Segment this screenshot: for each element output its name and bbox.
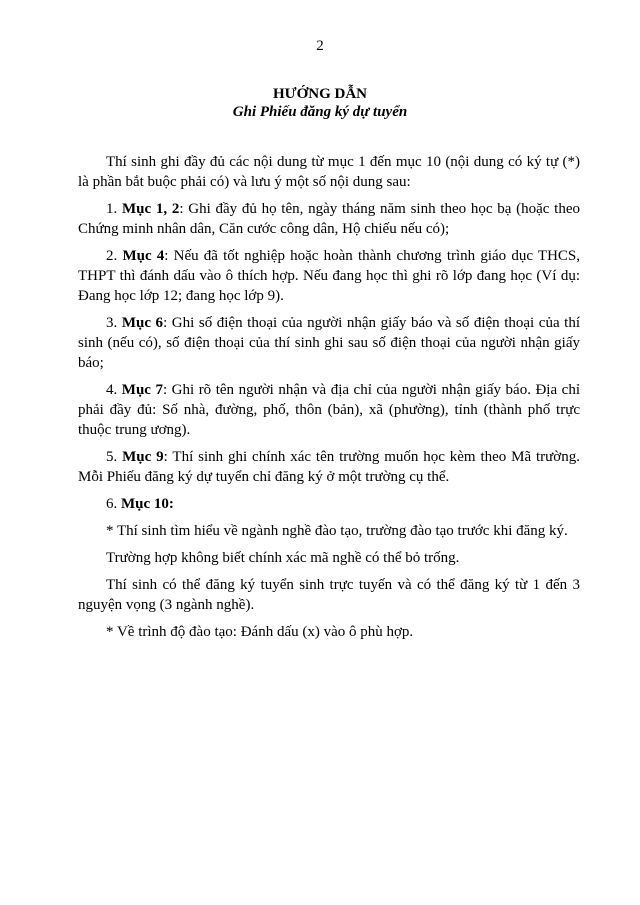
note-paragraph: * Về trình độ đào tạo: Đánh dấu (x) vào ô phù hợp.	[106, 624, 414, 640]
item-number: 2.	[106, 248, 123, 264]
instruction-item-4	[78, 380, 580, 440]
item-label: Mục 6	[121, 315, 164, 331]
instruction-item-6	[78, 494, 580, 514]
instruction-item-1	[78, 199, 580, 239]
note-paragraph: Thí sinh có thể đăng ký tuyển sinh trực tuyến và có thể đăng ký từ 1 đến 3 nguyện vọng (3 ngành nghề).	[78, 577, 580, 613]
instruction-item-3	[78, 313, 580, 373]
instruction-item-2	[78, 246, 580, 306]
item-text: : Ghi số điện thoại của người nhận giấy báo và số điện thoại của thí sinh (nếu có), số điện thoại của thí sinh ghi sau số điện thoại của người nhận giấy báo;	[78, 315, 580, 371]
item-label: Mục 4	[122, 248, 165, 264]
document-body	[78, 152, 580, 649]
item-label: Mục 7	[121, 382, 163, 398]
item-text: : Ghi rõ tên người nhận và địa chỉ của người nhận giấy báo. Địa chỉ phải đầy đủ: Số nhà, đường, phố, thôn (bản), xã (phường), tỉnh (thành phố trực thuộc trung ương).	[78, 382, 580, 438]
item-number: 6.	[106, 496, 121, 512]
item-label: Mục 1, 2	[121, 201, 180, 217]
item-number: 3.	[106, 315, 122, 331]
note-paragraph: * Thí sinh tìm hiểu về ngành nghề đào tạo, trường đào tạo trước khi đăng ký.	[106, 523, 568, 539]
item-text: : Thí sinh ghi chính xác tên trường muốn học kèm theo Mã trường. Mỗi Phiếu đăng ký dự tuyển chỉ đăng ký ở một trường cụ thể.	[78, 449, 580, 485]
note-paragraph: Trường hợp không biết chính xác mã nghề có thể bỏ trống.	[106, 550, 460, 566]
page-number: 2	[316, 38, 324, 54]
intro-paragraph: Thí sinh ghi đầy đủ các nội dung từ mục 1 đến mục 10 (nội dung có ký tự (*) là phần bắt buộc phải có) và lưu ý một số nội dung sau:	[78, 154, 580, 190]
item-label: Mục 10:	[121, 496, 174, 512]
instruction-item-5	[78, 447, 580, 487]
page-subtitle: Ghi Phiếu đăng ký dự tuyển	[232, 104, 408, 120]
page-title: HƯỚNG DẪN	[272, 86, 368, 102]
item-text: : Nếu đã tốt nghiệp hoặc hoàn thành chương trình giáo dục THCS, THPT thì đánh dấu vào ô thích hợp. Nếu đang học thì ghi rõ lớp đang học (Ví dụ: Đang học lớp 12; đang học lớp 9).	[78, 248, 580, 304]
item-number: 5.	[106, 449, 123, 465]
item-label: Mục 9	[122, 449, 164, 465]
item-number: 4.	[106, 382, 122, 398]
item-text: : Ghi đầy đủ họ tên, ngày tháng năm sinh theo học bạ (hoặc theo Chứng minh nhân dân, Căn cước công dân, Hộ chiếu nếu có);	[78, 201, 580, 237]
item-number: 1.	[106, 201, 122, 217]
